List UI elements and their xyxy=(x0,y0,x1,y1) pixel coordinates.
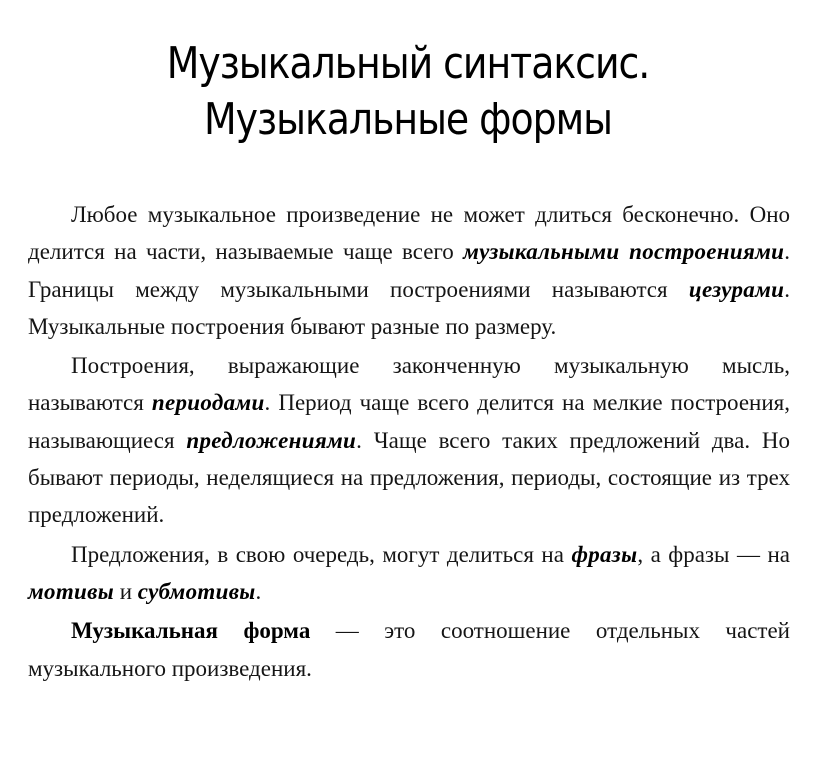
paragraph-text: , а фразы — на xyxy=(637,541,790,567)
term-musical-constructions: музыкальными построениями xyxy=(463,239,785,265)
title-line-1: Музыкальный синтаксис. xyxy=(166,38,650,89)
paragraph-text: . xyxy=(255,578,262,604)
paragraph-text: — это соотношение отдельных частей музыкального произведения. xyxy=(28,618,790,681)
paragraph-1 xyxy=(28,196,790,345)
term-caesuras: цезурами xyxy=(688,276,785,302)
title-line-2: Музыкальные формы xyxy=(204,94,612,145)
paragraph-text: . Период чаще всего делится на мелкие построения, называющиеся xyxy=(28,390,790,453)
term-submotives: субмотивы xyxy=(137,578,256,604)
term-sentences: предложениями xyxy=(186,427,357,453)
paragraph-text: . Границы между музыкальными построениями называются xyxy=(28,239,791,302)
paragraph-text: Предложения, в свою очередь, могут делиться на xyxy=(71,541,572,567)
paragraph-4 xyxy=(28,612,790,687)
term-phrases: фразы xyxy=(571,541,638,567)
paragraph-text: Построения, выражающие законченную музыкальную мысль, называются xyxy=(28,353,790,416)
term-musical-form: Музыкальная форма xyxy=(71,618,311,644)
paragraph-3 xyxy=(28,536,790,611)
body-text xyxy=(28,196,790,687)
paragraph-text: и xyxy=(113,578,138,604)
paragraph-text: . Музыкальные построения бывают разные по размеру. xyxy=(28,276,790,339)
term-motives: мотивы xyxy=(28,578,114,604)
term-periods: периодами xyxy=(151,390,265,416)
paragraph-2 xyxy=(28,347,790,533)
paragraph-text: . Чаще всего таких предложений два. Но бывают периоды, неделящиеся на предложения, периоды, состоящие из трех предложений. xyxy=(28,427,790,528)
paragraph-text: Любое музыкальное произведение не может длиться бесконечно. Оно делится на части, называемые чаще всего xyxy=(28,202,790,265)
page-title xyxy=(57,36,759,148)
